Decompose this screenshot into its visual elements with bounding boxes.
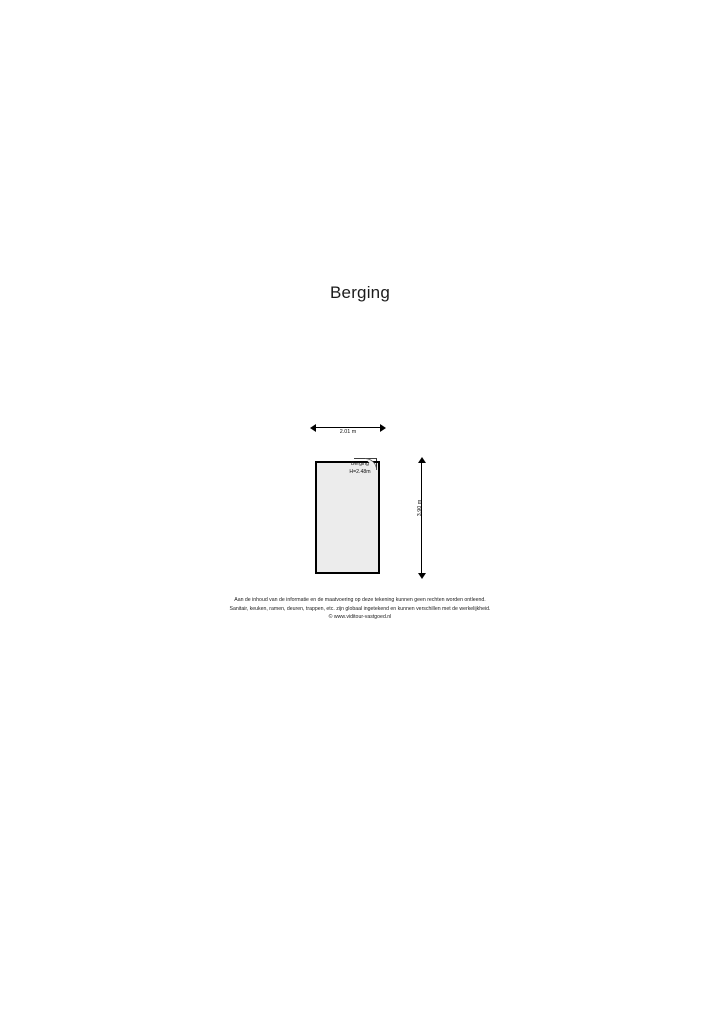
dimension-height-label: 3.90 m (417, 499, 423, 517)
dimension-width (310, 416, 386, 438)
room-berging (315, 461, 380, 574)
disclaimer-line-1: Aan de inhoud van de informatie en de maatvoering op deze tekening kunnen geen rechten worden ontleend. (234, 597, 486, 603)
door-swing-icon (352, 457, 378, 471)
floorplan-drawing (200, 405, 520, 625)
dimension-width-label: 2.01 m (339, 429, 357, 435)
room-height-label: H=2.48m (349, 468, 371, 475)
dimension-height (410, 457, 432, 579)
arrow-down-icon (418, 573, 426, 579)
disclaimer-copyright: © www.viditour-vastgoed.nl (328, 614, 392, 621)
page-title: Berging (330, 283, 390, 302)
dimension-line (313, 427, 383, 428)
disclaimer-line-2: Sanitair, keuken, ramen, deuren, trappen, etc. zijn globaal ingetekend en kunnen verschillen met de werkelijkheid. (229, 605, 491, 612)
disclaimer (0, 596, 720, 622)
room-name-label: Berging (351, 461, 369, 467)
